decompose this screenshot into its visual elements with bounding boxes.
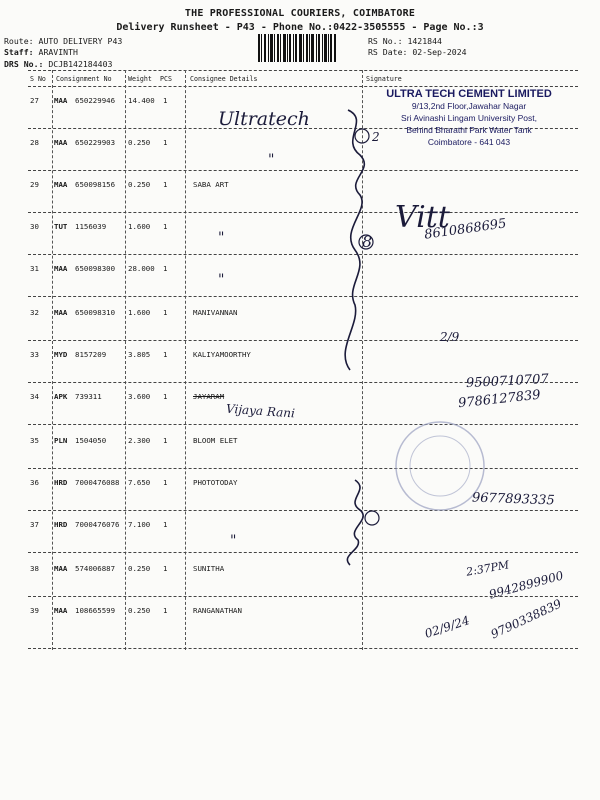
- stamp-company-name: ULTRA TECH CEMENT LIMITED: [386, 88, 552, 100]
- row-weight: 7.100: [128, 520, 151, 529]
- row-consignment: 650229903: [75, 138, 116, 147]
- header-top-line: [28, 70, 578, 71]
- handwritten-phone: 9677893335: [471, 490, 555, 509]
- handwritten-vitt: Vitt: [395, 200, 450, 235]
- company-name: THE PROFESSIONAL COURIERS, COIMBATORE: [184, 8, 416, 19]
- row-sno: 35: [30, 436, 39, 445]
- row-consignment: 8157209: [75, 350, 107, 359]
- stamp-address-line: 9/13,2nd Floor,Jawahar Nagar: [411, 101, 527, 111]
- handwritten-number: 8: [362, 232, 373, 251]
- handwritten-number: 2: [372, 130, 380, 144]
- handwritten-ultratech: Ultratech: [218, 108, 310, 130]
- col-divider: [125, 70, 126, 650]
- row-sno: 29: [30, 180, 39, 189]
- row-consignee: RANGANATHAN: [193, 606, 242, 615]
- col-header-consignment: Consignment No: [56, 75, 112, 83]
- handwritten-ditto: ": [218, 272, 225, 288]
- row-consignment: 108665599: [75, 606, 116, 615]
- row-sno: 39: [30, 606, 39, 615]
- handwritten-ditto: ": [218, 230, 225, 246]
- row-sno: 37: [30, 520, 39, 529]
- row-weight: 0.250: [128, 564, 151, 573]
- handwritten-ditto: ": [268, 152, 275, 168]
- row-sno: 31: [30, 264, 39, 273]
- handwritten-phone: 9786127839: [457, 387, 542, 412]
- handwritten-phone: 9942899900: [487, 568, 565, 602]
- header-bottom-line: [28, 86, 578, 87]
- row-pcs: 1: [163, 564, 168, 573]
- row-weight: 1.600: [128, 308, 151, 317]
- handwritten-phone: 8610868695: [423, 216, 508, 243]
- row-prefix: TUT: [54, 222, 68, 231]
- stamp-address-line: Coimbatore - 641 043: [427, 137, 511, 147]
- runsheet-title: Delivery Runsheet - P43 - Phone No.:0422-3505555 - Page No.:3: [116, 22, 484, 33]
- row-sno: 34: [30, 392, 39, 401]
- row-prefix: APK: [54, 392, 68, 401]
- drs-field: DRS No.: DCJB142184403: [4, 59, 113, 69]
- row-consignment: 650098300: [75, 264, 116, 273]
- row-pcs: 1: [163, 180, 168, 189]
- company-stamp: [384, 88, 554, 148]
- row-consignment: 739311: [75, 392, 102, 401]
- stamp-address-line: Behind Bharathi Park Water Tank: [406, 125, 532, 135]
- row-weight: 28.000: [128, 264, 155, 273]
- row-pcs: 1: [163, 478, 168, 487]
- row-prefix: PLN: [54, 436, 68, 445]
- row-consignment: 7000476088: [75, 478, 120, 487]
- row-consignee: BLOOM ELET: [193, 436, 238, 445]
- row-pcs: 1: [163, 436, 168, 445]
- col-header-weight: Weight: [128, 75, 152, 83]
- handwritten-time: 2:37PM: [465, 558, 511, 579]
- handwritten-date: 02/9/24: [422, 613, 472, 641]
- row-pcs: 1: [163, 96, 168, 105]
- row-weight: 0.250: [128, 180, 151, 189]
- row-prefix: HRD: [54, 520, 68, 529]
- row-pcs: 1: [163, 606, 168, 615]
- col-divider: [185, 70, 186, 650]
- row-prefix: MAA: [54, 180, 68, 189]
- row-prefix: MAA: [54, 138, 68, 147]
- row-consignment: 650229946: [75, 96, 116, 105]
- col-header-sno: S No: [30, 75, 46, 83]
- row-weight: 1.600: [128, 222, 151, 231]
- handwritten-date: 2/9: [440, 330, 460, 344]
- row-weight: 0.250: [128, 606, 151, 615]
- stamp-address-line: Sri Avinashi Lingam University Post,: [401, 113, 537, 123]
- row-sno: 27: [30, 96, 39, 105]
- row-sno: 28: [30, 138, 39, 147]
- row-sno: 36: [30, 478, 39, 487]
- row-prefix: MAA: [54, 264, 68, 273]
- handwritten-phone: 9500710707: [465, 371, 550, 392]
- handwritten-ditto: ": [230, 533, 237, 549]
- rs-no-field: RS No.: 1421844: [368, 36, 442, 46]
- row-consignment: 650098156: [75, 180, 116, 189]
- row-sno: 30: [30, 222, 39, 231]
- row-consignee: MANIVANNAN: [193, 308, 238, 317]
- row-weight: 3.805: [128, 350, 151, 359]
- row-sno: 38: [30, 564, 39, 573]
- row-pcs: 1: [163, 308, 168, 317]
- row-prefix: MAA: [54, 96, 68, 105]
- row-consignee: JAYARAM: [193, 392, 225, 401]
- row-prefix: MAA: [54, 564, 68, 573]
- row-consignment: 574006887: [75, 564, 116, 573]
- row-weight: 2.300: [128, 436, 151, 445]
- row-consignment: 650098310: [75, 308, 116, 317]
- row-prefix: MAA: [54, 308, 68, 317]
- col-header-pcs: PCS: [160, 75, 172, 83]
- row-prefix: MAA: [54, 606, 68, 615]
- row-sno: 33: [30, 350, 39, 359]
- col-header-consignee: Consignee Details: [190, 75, 258, 83]
- row-consignee: SABA ART: [193, 180, 229, 189]
- table-bottom-line: [28, 648, 578, 649]
- row-pcs: 1: [163, 264, 168, 273]
- row-consignee: SUNITHA: [193, 564, 225, 573]
- row-consignment: 1156039: [75, 222, 107, 231]
- row-pcs: 1: [163, 520, 168, 529]
- row-consignment: 1504050: [75, 436, 107, 445]
- row-weight: 7.650: [128, 478, 151, 487]
- rs-date-field: RS Date: 02-Sep-2024: [368, 47, 467, 57]
- signature-scrawl: [300, 100, 390, 620]
- row-pcs: 1: [163, 350, 168, 359]
- row-prefix: MYD: [54, 350, 68, 359]
- row-pcs: 1: [163, 138, 168, 147]
- col-header-signature: Signature: [366, 75, 402, 83]
- row-weight: 3.600: [128, 392, 151, 401]
- handwritten-phone: 9790338839: [488, 596, 564, 642]
- row-consignment: 7000476076: [75, 520, 120, 529]
- row-consignee: PHOTOTODAY: [193, 478, 238, 487]
- barcode: [258, 34, 336, 62]
- row-weight: 0.250: [128, 138, 151, 147]
- handwritten-vijaya-rani: Vijaya Rani: [225, 401, 296, 421]
- row-pcs: 1: [163, 392, 168, 401]
- row-weight: 14.400: [128, 96, 155, 105]
- route-field: Route: AUTO DELIVERY P43: [4, 36, 123, 46]
- row-prefix: HRD: [54, 478, 68, 487]
- staff-field: Staff: ARAVINTH: [4, 47, 78, 57]
- row-consignee: KALIYAMOORTHY: [193, 350, 251, 359]
- row-sno: 32: [30, 308, 39, 317]
- col-divider: [52, 70, 53, 650]
- row-pcs: 1: [163, 222, 168, 231]
